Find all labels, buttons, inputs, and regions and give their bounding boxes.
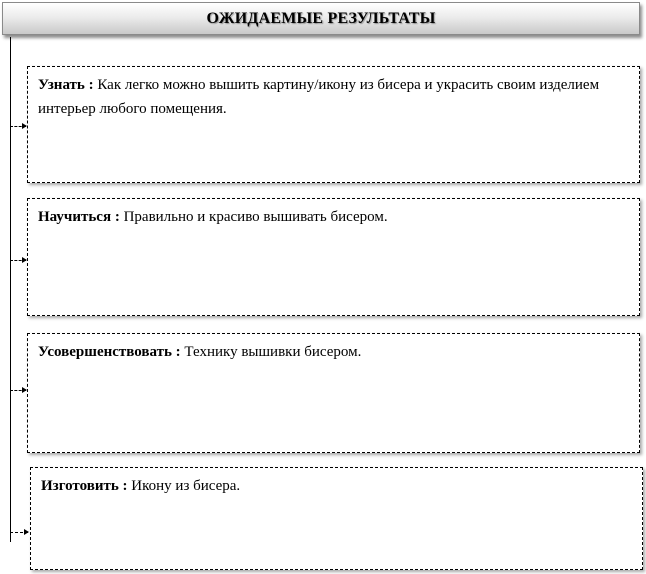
header-banner [2,2,640,35]
result-box-improve [27,333,640,453]
result-label: Узнать : [38,77,94,93]
result-box-learn [27,66,640,183]
page-title: ОЖИДАЕМЫЕ РЕЗУЛЬТАТЫ [206,9,436,27]
result-text: Как легко можно вышить картину/икону из бисера и украсить своим изделием интерьер любого помещения. [38,77,600,117]
result-label: Изготовить : [41,478,128,494]
connector-arrow-1 [10,126,26,127]
connector-arrow-2 [10,260,26,261]
connector-spine [10,37,11,542]
result-box-master [27,198,640,316]
result-text: Технику вышивки бисером. [184,344,362,360]
result-box-make [30,467,643,570]
result-label: Усовершенствовать : [38,344,181,360]
result-text: Икону из бисера. [131,478,241,494]
connector-arrow-4 [10,532,28,533]
result-label: Научиться : [38,209,120,225]
connector-arrow-3 [10,390,26,391]
result-text: Правильно и красиво вышивать бисером. [123,209,388,225]
